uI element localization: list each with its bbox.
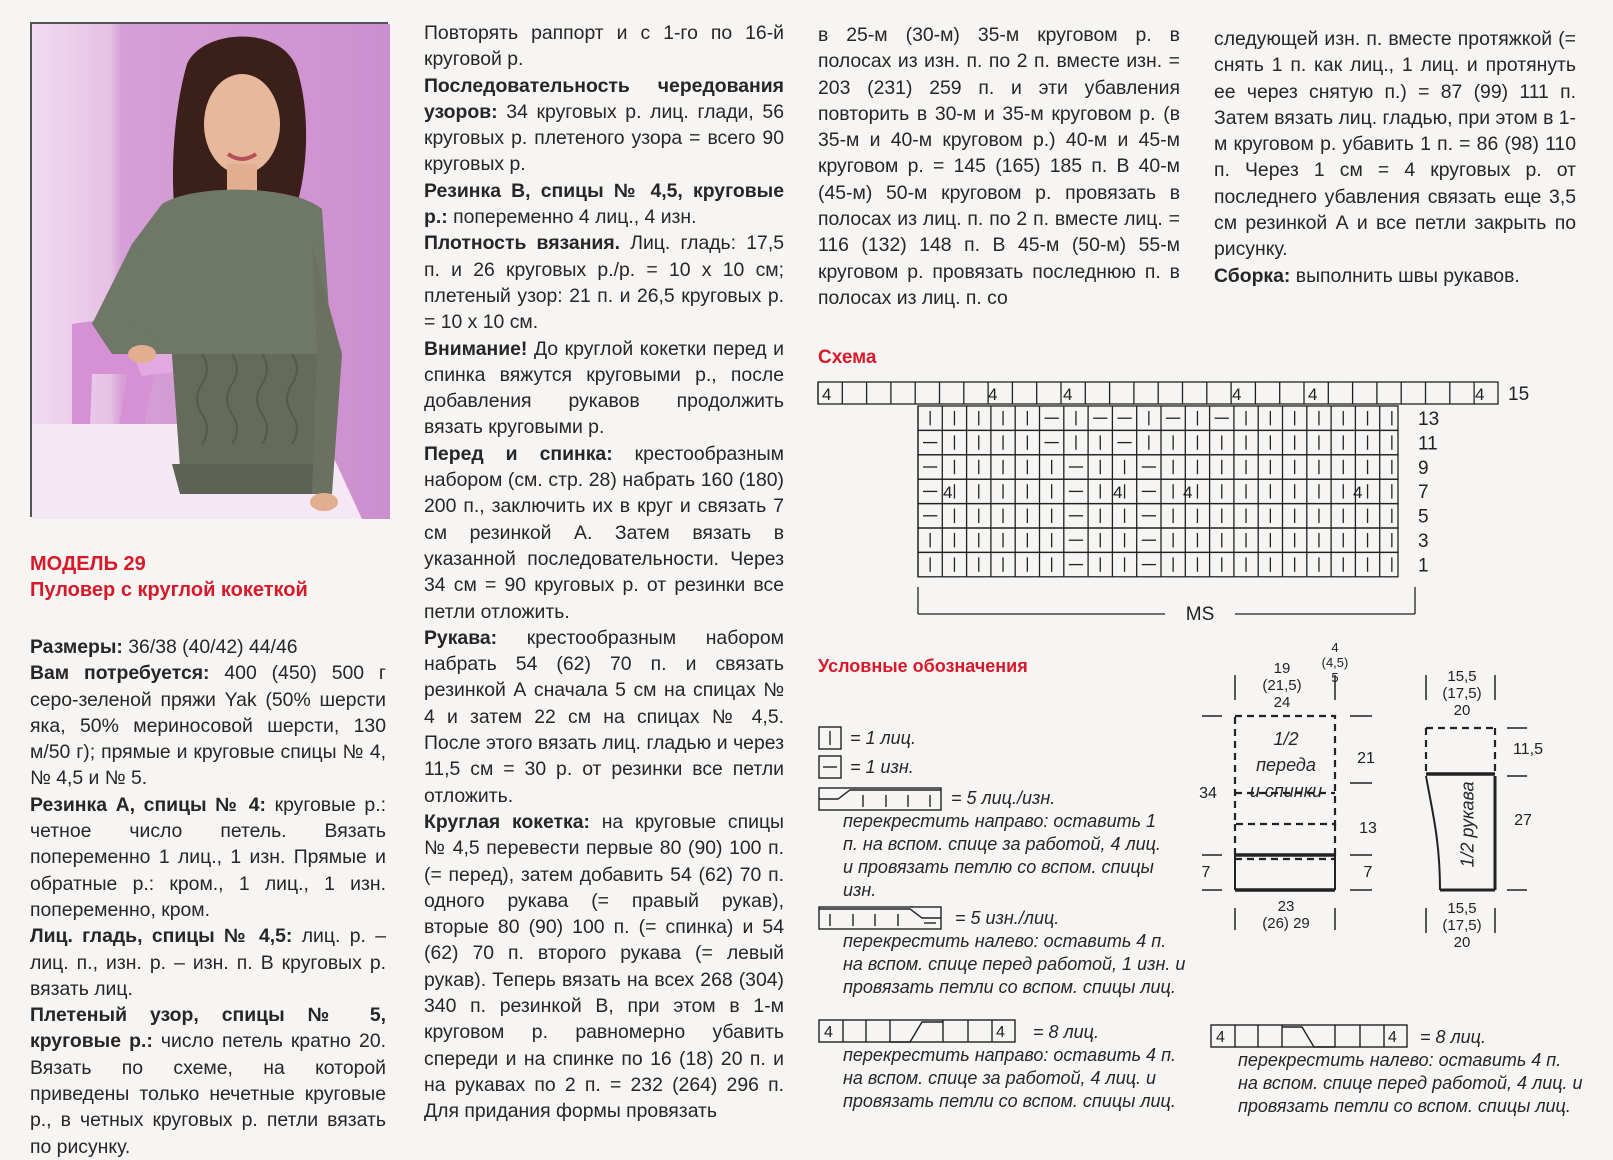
ms-label: MS [1185,604,1215,625]
paragraph: Сборка: выполнить швы рукавов. [1214,264,1520,287]
row-number-label: 11 [1418,433,1438,455]
yoke-dimension: 21 [1357,750,1375,767]
cross-count-label: 4 [1475,385,1485,404]
body-height-dimension: 34 [1199,785,1217,802]
paragraph: Плетеный узор, спицы № 5, круговые р.: число петель кратно 20. Вязать по схеме, на которой приведены только нечетные круговые р., в четных круговых р. петли вязать по рисунку. [30,1004,386,1158]
model-name: Пуловер с круглой кокеткой [30,579,308,601]
body-top-dimension: 19 (21,5) 24 [1262,660,1302,711]
paragraph: Вам потребуется: 400 (450) 500 г серо-зеленой пряжи Yak (50% шерсти яка, 50% мериносовой шерсти, 130 м/50 г); прямые и круговые спицы № 4, № 4,5 и № 5. [30,662,386,790]
row-number-label: 7 [1418,482,1429,504]
model-heading [30,551,308,603]
instructions-column-2 [424,20,784,1124]
scheme-title: Схема [818,347,877,368]
body-piece-label: 1/2 переда и спинки [1249,729,1323,801]
cross-count-label: 4 [1183,483,1193,502]
paragraph: Резинка А, спицы № 4: круговые р.: четное число петель. Вязать попеременно 1 лиц., 1 изн. Прямые и обратные р.: кром., 1 лиц., 1 изн. попеременно, кром. [30,793,386,921]
paragraph: следующей изн. п. вместе протяжкой (= снять 1 п. как лиц., 1 лиц. и протянуть ее через снятую п.) = 87 (99) 111 п. Затем вязать лиц. гладью, при этом в 1-м круговом р. убавить 1 п. = 86 (98) 110 п. Через 1 см = 4 круговых р. от последнего убавления связать еще 3,5 см резинкой А и все петли закрыть по рисунку. [1214,28,1577,261]
row-number-label: 15 [1508,384,1530,405]
cross-count-label: 4 [822,385,832,404]
legend-cross-8-right: = 8 лиц. перекрестить направо: оставить 4 п. на вспом. спице за работой, 4 лиц. и провязать петли со вспом. спицы лиц. [843,1022,1176,1111]
model-number: МОДЕЛЬ 29 [30,553,146,575]
cross-count-label: 4 [1063,385,1073,404]
woman-in-pullover-image [32,24,390,519]
legend-cross-5-right: = 5 лиц./изн. перекрестить направо: оставить 1 п. на вспом. спице за работой, 4 лиц. и провязать петлю со вспом. спицы изн. [843,788,1161,900]
paragraph: Повторять раппорт и с 1-го по 16-й круговой р. [424,22,784,71]
sleeve-bottom-dimension: 15,5 (17,5) 20 [1442,900,1482,951]
cross-count-label: 4 [1113,483,1123,502]
body-bottom-dimension: 23 (26) 29 [1262,898,1310,932]
cross-count-label: 4 [988,385,998,404]
paragraph: Плотность вязания. Лиц. гладь: 17,5 п. и 26 круговых р./р. = 10 х 10 см; плетеный узор: 21 п. и 26,5 круговых р. = 10 х 10 см. [424,232,784,334]
paragraph: Внимание! До круглой кокетки перед и спинка вяжутся круговыми р., после добавления рукавов продолжить вязать круговыми р. [424,337,784,439]
cross-count-label: 4 [1353,483,1363,502]
legend-knit: = 1 лиц. [850,728,916,748]
cross-count-label: 4 [1388,1029,1397,1046]
sleeve-length-dimension: 27 [1514,812,1532,829]
cross-count-label: 4 [1308,385,1318,404]
paragraph: Рукава: крестообразным набором набрать 54 (62) 70 п. и связать резинкой А сначала 5 см на спицах № 4 и затем 22 см на спицах № 4,5. После этого вязать лиц. гладью и через 11,5 см = 30 р. от резинки все петли отложить. [424,626,784,807]
sleeve-top-dimension: 15,5 (17,5) 20 [1442,668,1482,719]
sleeve-piece-label: 1/2 рукава [1457,781,1478,867]
legend-title: Условные обозначения [818,656,1028,676]
body-rib-left-dimension: 7 [1201,864,1211,881]
legend-cross-5-left: = 5 изн./лиц. перекрестить налево: оставить 4 п. на вспом. спице перед работой, 1 изн. и провязать петли со вспом. спицы лиц. [843,908,1186,997]
cross-count-label: 4 [1232,385,1242,404]
instructions-column-1 [30,634,386,1160]
paragraph: Последовательность чередования узоров: 34 круговых р. лиц. глади, 56 круговых р. плетеного узора = всего 90 круговых р. [424,74,784,176]
paragraph: Размеры: 36/38 (40/42) 44/46 [30,636,298,658]
row-number-label: 9 [1418,457,1429,479]
legend-cross-8-left: = 8 лиц. перекрестить налево: оставить 4 п. на вспом. спице перед работой, 4 лиц. и провязать петли со вспом. спицы лиц. [1238,1027,1583,1116]
paragraph: Резинка В, спицы № 4,5, круговые р.: попеременно 4 лиц., 4 изн. [424,179,784,229]
legend-purl: = 1 изн. [850,757,914,777]
cross-count-label: 4 [996,1024,1005,1041]
sleeve-piece-label-box [1418,772,1518,876]
cross-count-label: 4 [943,483,953,502]
row-number-label: 5 [1418,506,1429,528]
row-number-label: 13 [1418,409,1440,430]
neck-dimension: 4 (4,5) 5 [1321,640,1349,685]
paragraph: Перед и спинка: крестообразным набором (см. стр. 28) набрать 160 (180) 200 п., заключить их в круг и связать 7 см резинкой А. Затем вязать в указанной последовательности. Через 34 см = 90 круговых р. от резинки все петли отложить. [424,442,784,623]
model-photo [30,22,388,517]
cross-count-label: 4 [1216,1029,1225,1046]
sleeve-cap-dimension: 11,5 [1513,741,1543,758]
paragraph: Лиц. гладь, спицы № 4,5: лиц. р. – лиц. п., изн. р. – изн. п. В круговых р. вязать лиц. [30,925,387,1000]
cross-count-label: 4 [824,1024,833,1041]
row-number-label: 1 [1418,555,1429,577]
instructions-column-4 [1214,26,1576,289]
paragraph: в 25-м (30-м) 35-м круговом р. в полосах из изн. п. по 2 п. вместе изн. = 203 (231) 259 п. и эти убавления повторить в 30-м и 35-м круговом р. (в 35-м и 40-м круговом р.) 40-м и 45-м круговом р. = 145 (165) 185 п. В 40-м (45-м) 50-м круговом р. провязать в полосах из лиц. п. по 2 п. вместе лиц. = 116 (132) 148 п. В 45-м (50-м) 55-м круговом р. провязать последнюю п. в полосах из лиц. п. со [818,24,1180,309]
paragraph: Круглая кокетка: на круговые спицы № 4,5 перевести первые 80 (90) 100 п. (= перед), затем добавить 54 (62) 70 п. одного рукава (= правый рукав), вторые 80 (90) 100 п. (= спинка) и 54 (62) 70 п. второго рукава (= левый рукав). Теперь вязать на всех 268 (304) 340 п. резинкой В, при этом в 1-м круговом р. равномерно убавить спереди и на спинке по 16 (18) 20 п. и на рукавах по 2 п. = 232 (264) 296 п. Для придания формы провязать [424,810,784,1123]
instructions-column-3 [818,22,1180,311]
row-number-label: 3 [1418,531,1429,552]
knitting-chart [818,382,1578,625]
cable-section-dimension: 13 [1359,820,1377,837]
body-rib-right-dimension: 7 [1363,864,1373,881]
